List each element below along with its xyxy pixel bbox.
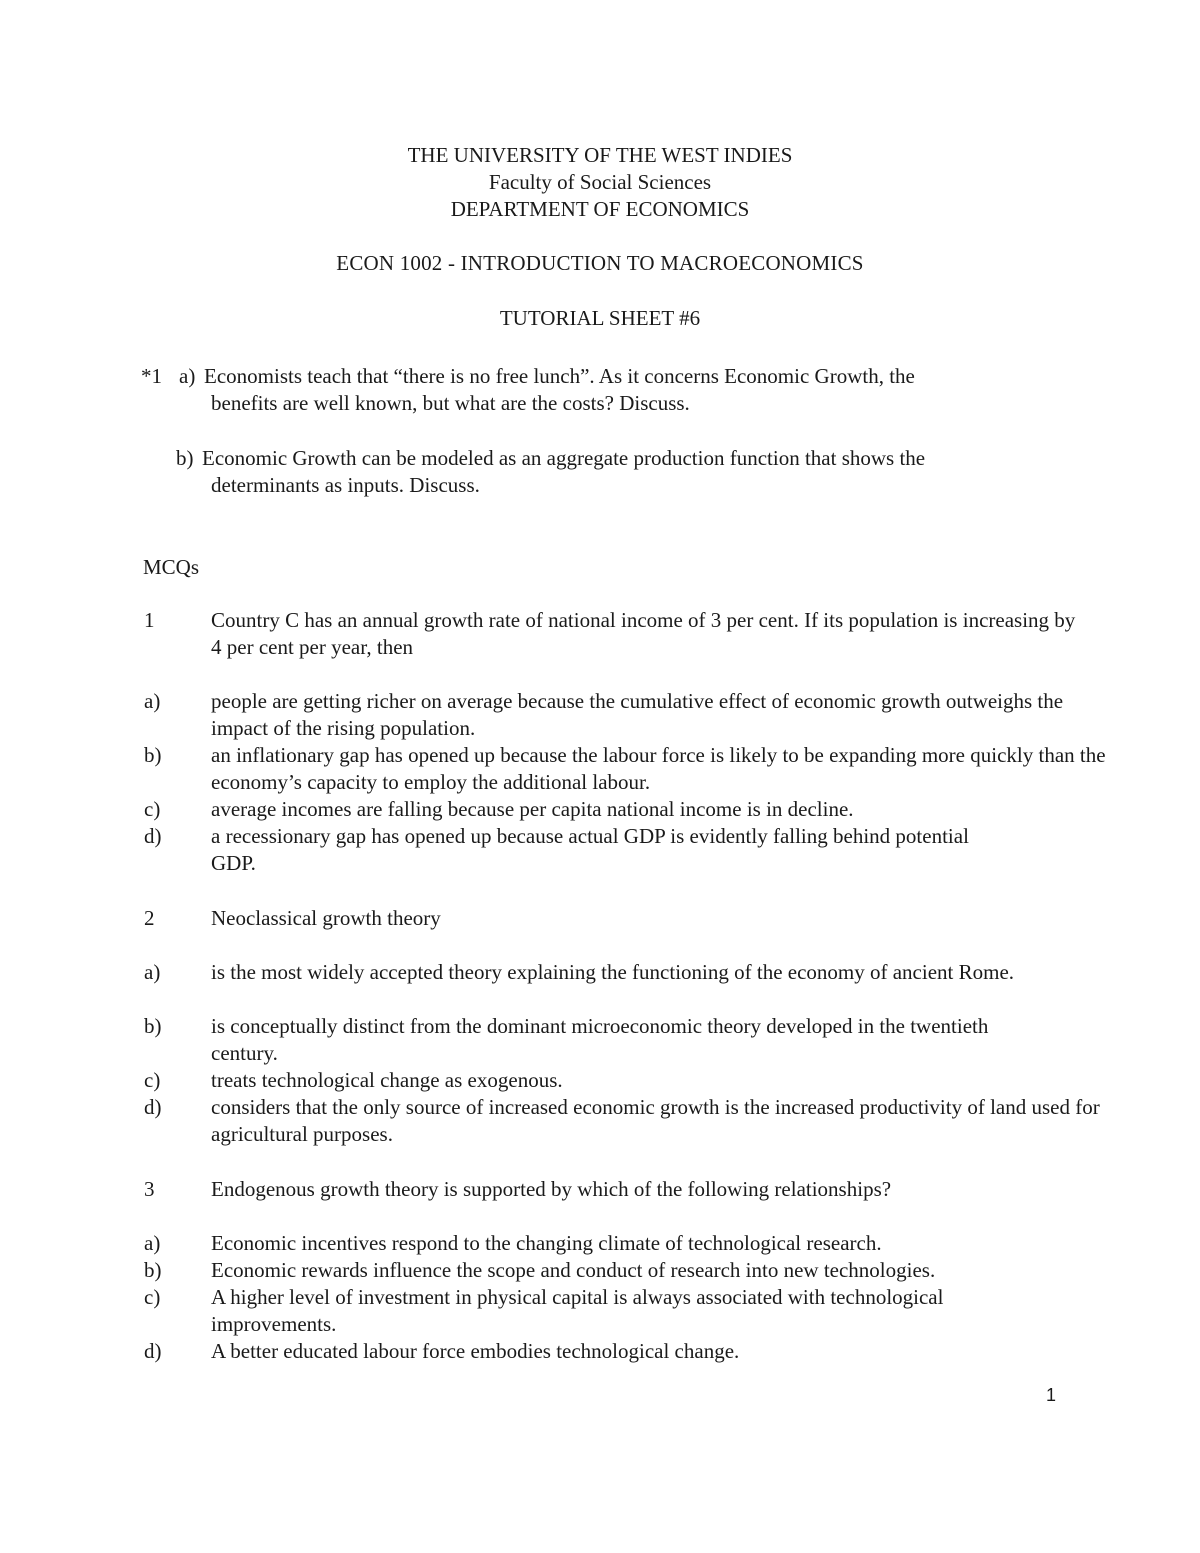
question-number: 2 [144,906,155,930]
option-label: b) [144,1258,162,1282]
option-text: A higher level of investment in physical capital is always associated with technological improvements. [211,1285,944,1336]
faculty-title: Faculty of Social Sciences [488,170,712,194]
page-number: 1 [1046,1385,1057,1405]
question-stem: Neoclassical growth theory [211,906,441,930]
option-text: considers that the only source of increased economic growth is the increased productivity of land used for agricultural purposes. [211,1095,1100,1146]
essay-part-a-line1: Economists teach that “there is no free lunch”. As it concerns Economic Growth, the [204,364,915,388]
essay-part-b-line1: Economic Growth can be modeled as an aggregate production function that shows the [202,446,926,470]
essay-part-b-label: b) [176,446,194,470]
option-text: Economic rewards influence the scope and conduct of research into new technologies. [211,1258,936,1282]
option-label: b) [144,743,162,767]
option-label: b) [144,1014,162,1038]
option-label: d) [144,824,162,848]
mcq-heading: MCQs [143,555,200,579]
question-stem: Country C has an annual growth rate of national income of 3 per cent. If its population is increasing by 4 per cent per year, then [211,608,1076,659]
essay-part-a-line2: benefits are well known, but what are the costs? Discuss. [211,391,690,415]
essay-part-b-line2: determinants as inputs. Discuss. [211,473,480,497]
option-text: average incomes are falling because per capita national income is in decline. [211,797,854,821]
option-label: d) [144,1339,162,1363]
question-number: 1 [144,608,155,632]
option-label: c) [144,797,161,821]
option-label: c) [144,1285,161,1309]
option-label: c) [144,1068,161,1092]
option-text: people are getting richer on average because the cumulative effect of economic growth outweighs the impact of the rising population. [211,689,1064,740]
option-text: treats technological change as exogenous. [211,1068,563,1092]
university-title: THE UNIVERSITY OF THE WEST INDIES [407,143,793,167]
option-text: A better educated labour force embodies technological change. [211,1339,740,1363]
option-text: is conceptually distinct from the dominant microeconomic theory developed in the twentieth century. [211,1014,989,1065]
question-stem: Endogenous growth theory is supported by which of the following relationships? [211,1177,892,1201]
option-text: a recessionary gap has opened up because actual GDP is evidently falling behind potential GDP. [211,824,969,875]
option-text: is the most widely accepted theory explaining the functioning of the economy of ancient Rome. [211,960,1015,984]
question-number: 3 [144,1177,155,1201]
option-text: Economic incentives respond to the changing climate of technological research. [211,1231,882,1255]
option-label: a) [144,689,161,713]
option-label: a) [144,960,161,984]
department-title: DEPARTMENT OF ECONOMICS [450,197,750,221]
course-title: ECON 1002 - INTRODUCTION TO MACROECONOMICS [336,251,864,275]
essay-part-a-label: a) [179,364,196,388]
option-label: a) [144,1231,161,1255]
sheet-title: TUTORIAL SHEET #6 [499,306,701,330]
option-label: d) [144,1095,162,1119]
option-text: an inflationary gap has opened up because the labour force is likely to be expanding more quickly than the economy’s capacity to employ the additional labour. [211,743,1106,794]
essay-number: *1 [141,364,162,388]
